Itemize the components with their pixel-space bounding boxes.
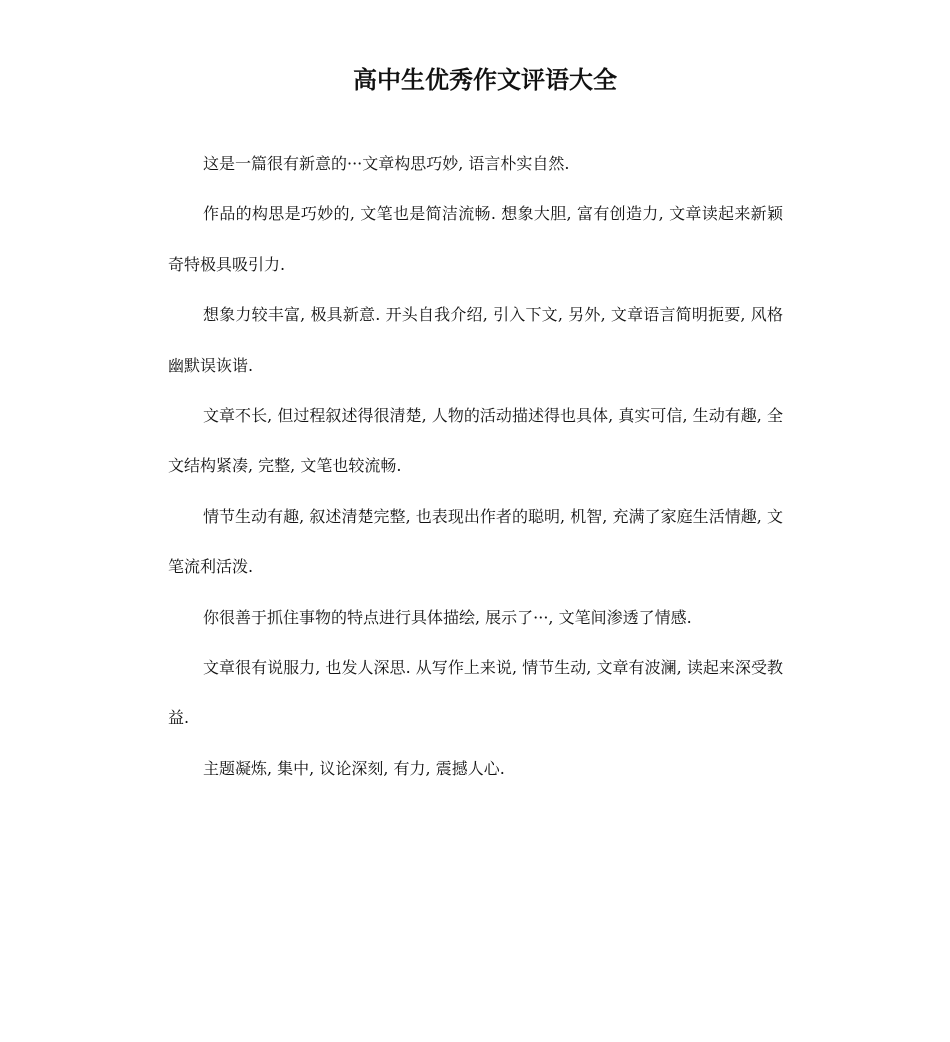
paragraph-5: 情节生动有趣, 叙述清楚完整, 也表现出作者的聪明, 机智, 充满了家庭生活情趣, 文笔流利活泼. — [168, 506, 783, 577]
paragraph-4: 文章不长, 但过程叙述得很清楚, 人物的活动描述得也具体, 真实可信, 生动有趣, 全文结构紧凑, 完整, 文笔也较流畅. — [168, 406, 783, 476]
document-body — [168, 139, 783, 794]
paragraph-3: 想象力较丰富, 极具新意. 开头自我介绍, 引入下文, 另外, 文章语言简明扼要, 风格幽默误诙谐. — [168, 305, 783, 375]
paragraph-2: 作品的构思是巧妙的, 文笔也是简洁流畅. 想象大胆, 富有创造力, 文章读起来新颖奇特极具吸引力. — [168, 204, 783, 274]
paragraph-7: 文章很有说服力, 也发人深思. 从写作上来说, 情节生动, 文章有波澜, 读起来深受教益. — [168, 658, 783, 728]
page-title: 高中生优秀作文评语大全 — [353, 66, 617, 94]
paragraph-8: 主题凝炼, 集中, 议论深刻, 有力, 震撼人心. — [203, 758, 505, 778]
paragraph-6: 你很善于抓住事物的特点进行具体描绘, 展示了···, 文笔间渗透了情感. — [203, 607, 692, 627]
paragraph-1: 这是一篇很有新意的···文章构思巧妙, 语言朴实自然. — [203, 154, 570, 173]
